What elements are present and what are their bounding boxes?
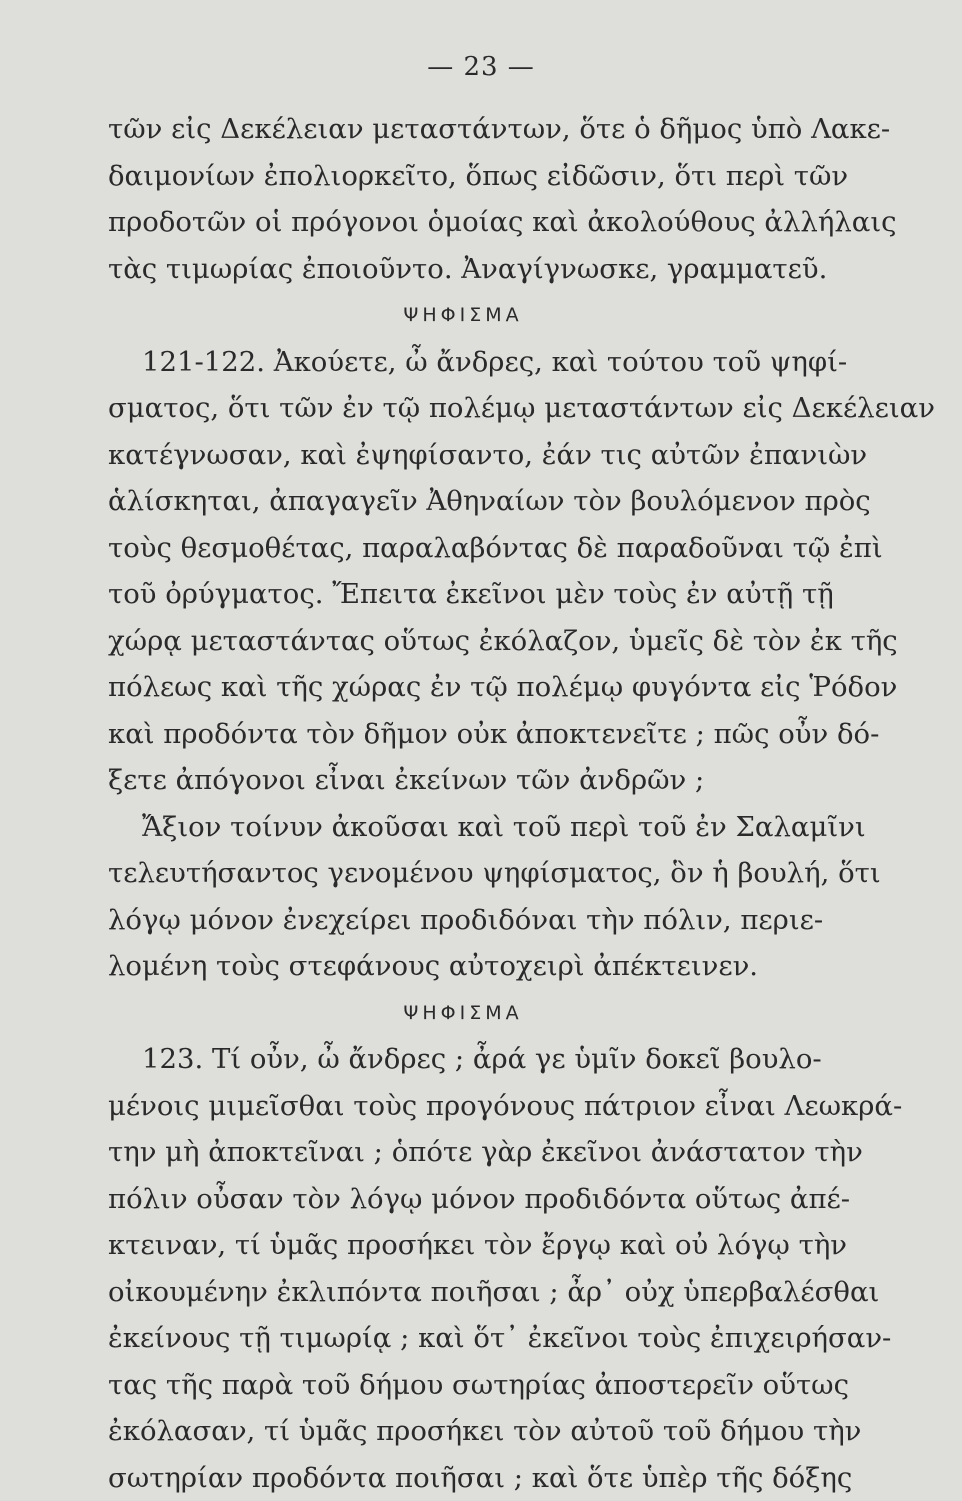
text-line: τὰς τιμωρίας ἐποιοῦντο. Ἀναγίγνωσκε, γραμματεῦ. <box>108 246 838 293</box>
text-line: Ἄξιον τοίνυν ἀκοῦσαι καὶ τοῦ περὶ τοῦ ἐν Σαλαμῖνι <box>108 804 838 851</box>
text-line: τελευτήσαντος γενομένου ψηφίσματος, ὃν ἡ βουλή, ὅτι <box>108 850 838 897</box>
text-line: ἐκείνους τῇ τιμωρίᾳ ; καὶ ὅτ᾽ ἐκεῖνοι τοὺς ἐπιχειρήσαν- <box>108 1315 838 1362</box>
text-line: σματος, ὅτι τῶν ἐν τῷ πολέμῳ μεταστάντων εἰς Δεκέλειαν <box>108 385 838 432</box>
page-number: — 23 — <box>0 52 962 82</box>
body-text <box>108 106 838 1501</box>
text-line: κατέγνωσαν, καὶ ἐψηφίσαντο, ἐάν τις αὐτῶν ἐπανιὼν <box>108 432 838 479</box>
text-line: πόλεως καὶ τῆς χώρας ἐν τῷ πολέμῳ φυγόντα εἰς Ῥόδον <box>108 664 838 711</box>
text-line: σωτηρίαν προδόντα ποιῆσαι ; καὶ ὅτε ὑπὲρ τῆς δόξης <box>108 1455 838 1501</box>
text-line: καὶ προδόντα τὸν δῆμον οὐκ ἀποκτενεῖτε ; πῶς οὖν δό- <box>108 711 838 758</box>
text-line: κτειναν, τί ὑμᾶς προσήκει τὸν ἔργῳ καὶ οὐ λόγῳ τὴν <box>108 1222 838 1269</box>
text-line: μένοις μιμεῖσθαι τοὺς προγόνους πάτριον εἶναι Λεωκρά- <box>108 1083 838 1130</box>
text-line: χώρᾳ μεταστάντας οὕτως ἐκόλαζον, ὑμεῖς δὲ τὸν ἐκ τῆς <box>108 618 838 665</box>
text-line: τῶν εἰς Δεκέλειαν μεταστάντων, ὅτε ὁ δῆμος ὑπὸ Λακε- <box>108 106 838 153</box>
text-line: τοῦ ὀρύγματος. Ἔπειτα ἐκεῖνοι μὲν τοὺς ἐν αὐτῇ τῇ <box>108 571 838 618</box>
text-line: πόλιν οὖσαν τὸν λόγῳ μόνον προδιδόντα οὕτως ἀπέ- <box>108 1176 838 1223</box>
text-line: λομένη τοὺς στεφάνους αὐτοχειρὶ ἀπέκτεινεν. <box>108 943 838 990</box>
text-line: 123. Τί οὖν, ὦ ἄνδρες ; ἆρά γε ὑμῖν δοκεῖ βουλο- <box>108 1036 838 1083</box>
text-line: τοὺς θεσμοθέτας, παραλαβόντας δὲ παραδοῦναι τῷ ἐπὶ <box>108 525 838 572</box>
text-line: οἰκουμένην ἐκλιπόντα ποιῆσαι ; ἆρ᾽ οὐχ ὑπερβαλέσθαι <box>108 1269 838 1316</box>
text-line: 121-122. Ἀκούετε, ὦ ἄνδρες, καὶ τούτου τοῦ ψηφί- <box>108 339 838 386</box>
psephisma-heading: ΨΗΦΙΣΜΑ <box>108 292 838 339</box>
psephisma-heading: ΨΗΦΙΣΜΑ <box>108 990 838 1037</box>
text-line: την μὴ ἀποκτεῖναι ; ὁπότε γὰρ ἐκεῖνοι ἀνάστατον τὴν <box>108 1129 838 1176</box>
text-line: τας τῆς παρὰ τοῦ δήμου σωτηρίας ἀποστερεῖν οὕτως <box>108 1362 838 1409</box>
text-line: ἁλίσκηται, ἀπαγαγεῖν Ἀθηναίων τὸν βουλόμενον πρὸς <box>108 478 838 525</box>
text-line: δαιμονίων ἐπολιορκεῖτο, ὅπως εἰδῶσιν, ὅτι περὶ τῶν <box>108 153 838 200</box>
text-line: λόγῳ μόνον ἐνεχείρει προδιδόναι τὴν πόλιν, περιε- <box>108 897 838 944</box>
text-line: προδοτῶν οἱ πρόγονοι ὁμοίας καὶ ἀκολούθους ἀλλήλαις <box>108 199 838 246</box>
text-line: ξετε ἀπόγονοι εἶναι ἐκείνων τῶν ἀνδρῶν ; <box>108 757 838 804</box>
text-line: ἐκόλασαν, τί ὑμᾶς προσήκει τὸν αὐτοῦ τοῦ δήμου τὴν <box>108 1408 838 1455</box>
